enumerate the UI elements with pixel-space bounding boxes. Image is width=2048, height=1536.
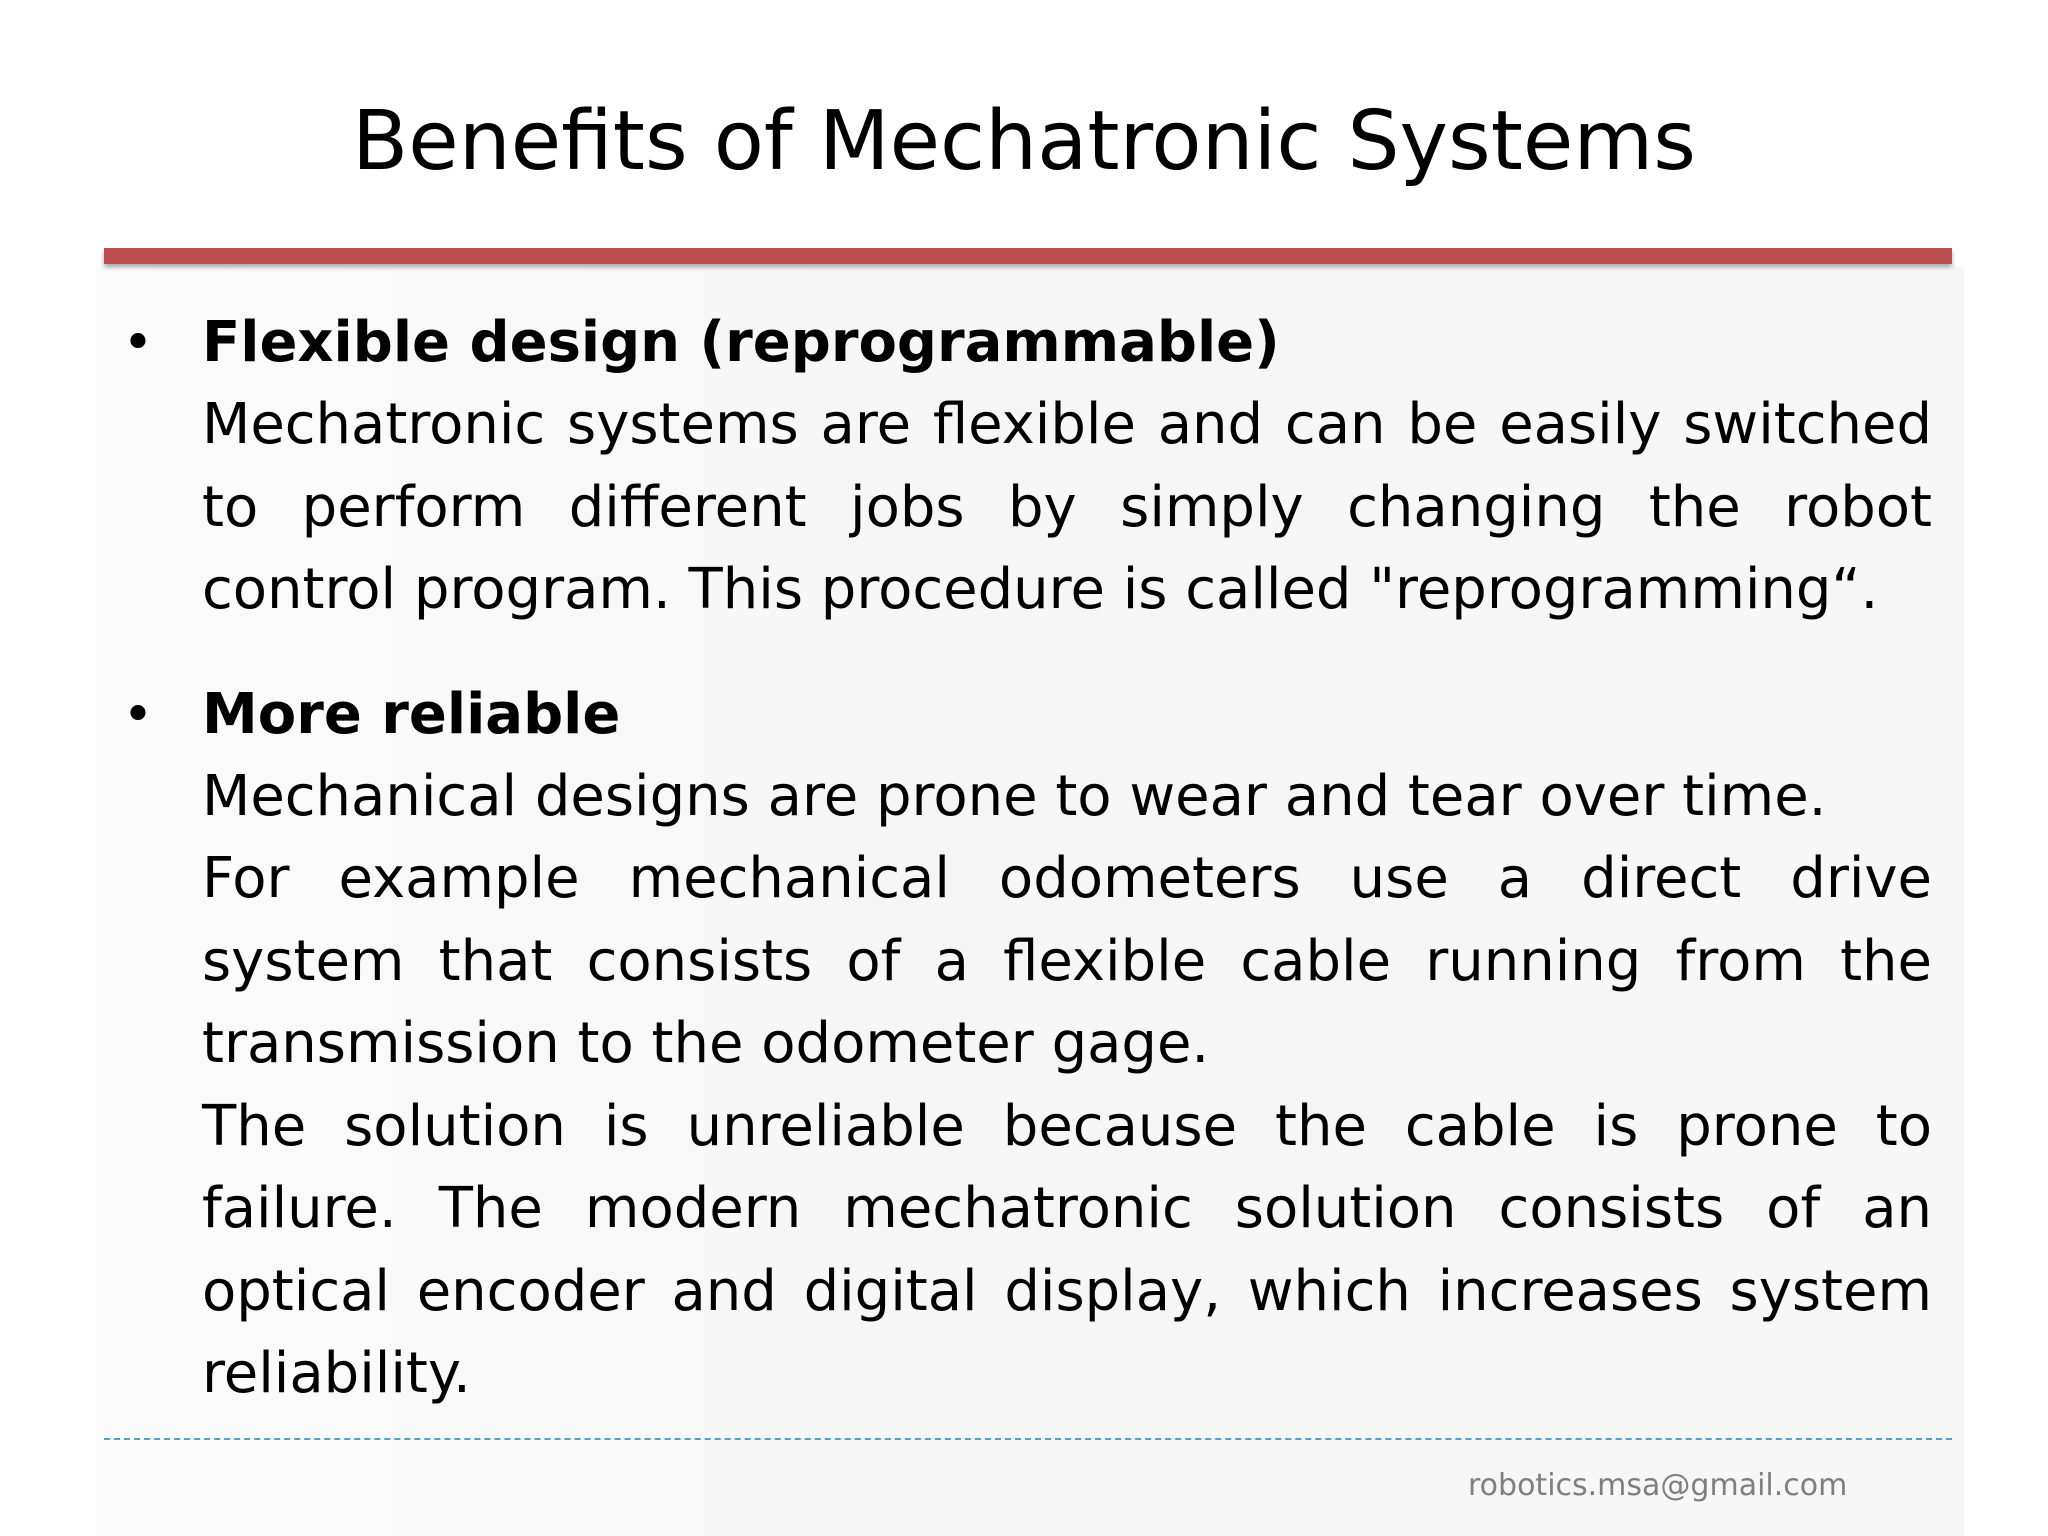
bullet-paragraph: Mechanical designs are prone to wear and tear over time. <box>202 763 1827 829</box>
footer-email: robotics.msa@gmail.com <box>1468 1468 1848 1503</box>
title-underline <box>104 248 1952 264</box>
slide-title: Benefits of Mechatronic Systems <box>352 94 1696 189</box>
bullet-heading: More reliable <box>202 681 621 747</box>
bullet-more-reliable <box>120 674 1932 1416</box>
bullet-dot-icon: • <box>122 313 154 373</box>
bullet-dot-icon: • <box>122 684 154 745</box>
footer-divider <box>104 1438 1952 1440</box>
bullet-flexible-design <box>120 302 1932 632</box>
bullet-heading: Flexible design (reprogrammable) <box>202 310 1280 375</box>
bullet-paragraph: For example mechanical odometers use a direct drive system that consists of a flexible cable running from the transmission to the odometer gage. <box>202 846 1932 1076</box>
bullet-paragraph: Mechatronic systems are flexible and can be easily switched to perform different jobs by simply changing the robot control program. This procedure is called "reprogramming“. <box>202 392 1932 622</box>
bullet-paragraph: The solution is unreliable because the cable is prone to failure. The modern mechatronic solution consists of an optical encoder and digital display, which increases system reliability. <box>202 1093 1932 1406</box>
bullet-list <box>120 302 1932 1416</box>
